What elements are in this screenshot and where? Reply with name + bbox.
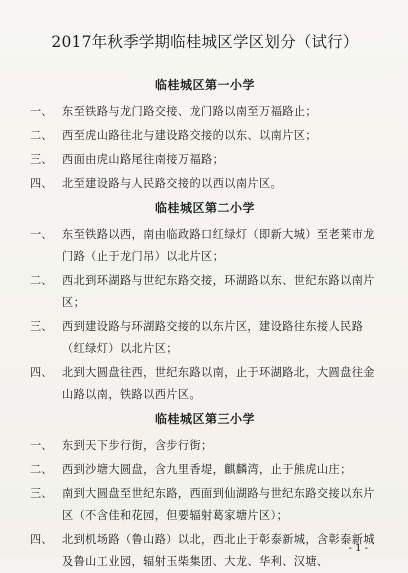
item-text: 西到沙塘大圆盘，含九里香堤，麒麟湾，止于熊虎山庄； <box>62 463 352 476</box>
item-text: 北至建设路与人民路交接的以西以南片区。 <box>62 177 283 190</box>
list-item <box>28 101 382 123</box>
list-item <box>28 125 382 147</box>
section-title: 临桂城区第一小学 <box>154 78 255 92</box>
list-item <box>28 316 382 360</box>
list-item <box>28 362 382 406</box>
list-item <box>28 149 382 171</box>
list-item <box>28 173 382 195</box>
section-school-2 <box>28 199 382 406</box>
item-number: 三、 <box>30 153 53 166</box>
list-item <box>28 529 382 573</box>
item-number: 四、 <box>30 366 53 379</box>
item-text: 西北到环湖路与世纪东路交接，环湖路以东、世纪东路以南片区； <box>62 274 375 309</box>
item-text: 东至铁路以西，南由临政路口红绿灯（即新大城）至老莱市龙门路（止于龙门吊）以北片区； <box>62 228 375 263</box>
item-text: 西至虎山路往北与建设路交接的以东、以南片区； <box>62 129 317 142</box>
section-title: 临桂城区第三小学 <box>154 412 255 426</box>
item-number: 三、 <box>30 320 53 333</box>
item-number: 一、 <box>30 228 53 241</box>
list-item <box>28 435 382 457</box>
item-number: 一、 <box>30 439 53 452</box>
item-number: 一、 <box>30 105 53 118</box>
item-number: 三、 <box>30 487 53 500</box>
section-title: 临桂城区第二小学 <box>154 201 255 215</box>
list-item <box>28 459 382 481</box>
item-text: 西到建设路与环湖路交接的以东片区，建设路往东接人民路（红绿灯）以北片区； <box>62 320 364 355</box>
list-item <box>28 270 382 314</box>
item-number: 二、 <box>30 463 53 476</box>
item-number: 二、 <box>30 129 53 142</box>
item-text: 东至铁路与龙门路交接、龙门路以南至万福路止； <box>62 105 317 118</box>
list-item <box>28 224 382 268</box>
section-school-1 <box>28 76 382 195</box>
item-text: 南到大圆盘至世纪东路，西面到仙湖路与世纪东路交接以东片区（不含佳和花园，但要辐射葛家塘片区）； <box>62 487 375 522</box>
item-number: 四、 <box>30 533 53 546</box>
list-item <box>28 483 382 527</box>
item-number: 四、 <box>30 177 53 190</box>
page-number: - 1 - <box>348 543 368 554</box>
item-number: 二、 <box>30 274 53 287</box>
item-text: 北到大圆盘往西，世纪东路以南，止于环湖路北，大圆盘往金山路以南，铁路以西片区。 <box>62 366 375 401</box>
item-text: 东到天下步行街，含步行街； <box>62 439 213 452</box>
item-text: 西面由虎山路尾往南接万福路； <box>62 153 225 166</box>
item-text: 北到机场路（鲁山路）以北，西北止于彰泰新城，含彰泰新城及鲁山工业园，辐射玉柴集团、大龙、华利、汉塘、 <box>62 533 375 568</box>
document-title: 2017年秋季学期临桂城区学区划分（试行） <box>51 33 359 51</box>
section-school-3 <box>28 410 382 573</box>
